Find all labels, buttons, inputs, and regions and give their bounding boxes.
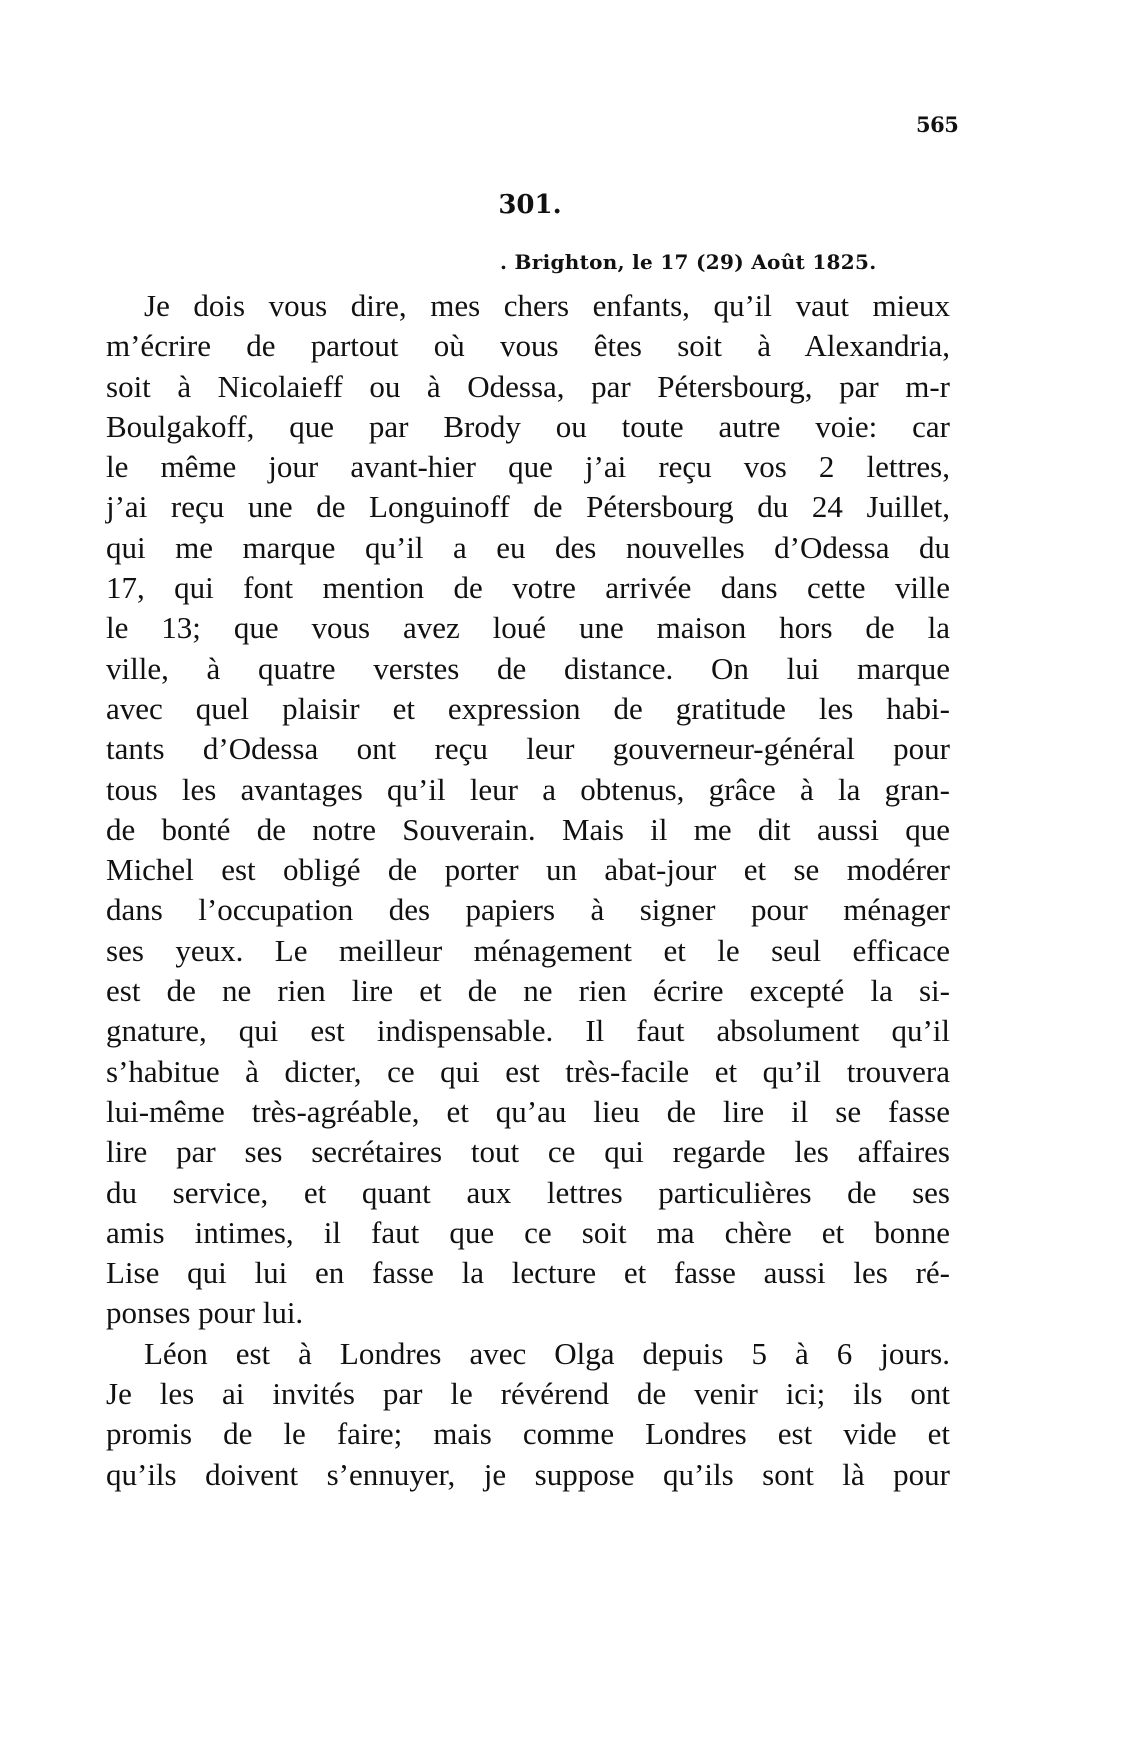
text-line: Je les ai invités par le révérend de venir ici; ils ont (106, 1376, 950, 1412)
text-line: Michel est obligé de porter un abat-jour et se modérer (106, 852, 950, 888)
text-line: lui-même très-agréable, et qu’au lieu de lire il se fasse (106, 1093, 950, 1129)
text-line: gnature, qui est indispensable. Il faut absolument qu’il (106, 1013, 950, 1049)
text-line: Boulgakoff, que par Brody ou toute autre voie: car (106, 408, 950, 444)
page-number: 565 (916, 112, 959, 137)
text-line: m’écrire de partout où vous êtes soit à Alexandria, (106, 328, 950, 364)
text-line: s’habitue à dicter, ce qui est très-facile et qu’il trouvera (106, 1053, 950, 1089)
text-line: lire par ses secrétaires tout ce qui regarde les affaires (106, 1134, 950, 1170)
text-line: soit à Nicolaieff ou à Odessa, par Pétersbourg, par m-r (106, 368, 950, 404)
text-line: le 13; que vous avez loué une maison hors de la (106, 610, 950, 646)
text-line: tants d’Odessa ont reçu leur gouverneur-général pour (106, 731, 950, 767)
text-line: ville, à quatre verstes de distance. On lui marque (106, 650, 950, 686)
text-line: qu’ils doivent s’ennuyer, je suppose qu’ils sont là pour (106, 1456, 950, 1492)
dateline: . Brighton, le 17 (29) Août 1825. (500, 250, 877, 274)
text-line: le même jour avant-hier que j’ai reçu vos 2 lettres, (106, 449, 950, 485)
text-line: dans l’occupation des papiers à signer pour ménager (106, 892, 950, 928)
text-line: ponses pour lui. (106, 1295, 304, 1331)
text-line: Léon est à Londres avec Olga depuis 5 à 6 jours. (144, 1335, 950, 1371)
text-line: est de ne rien lire et de ne rien écrire excepté la si- (106, 973, 950, 1009)
text-line: amis intimes, il faut que ce soit ma chère et bonne (106, 1214, 950, 1250)
text-line: de bonté de notre Souverain. Mais il me dit aussi que (106, 811, 950, 847)
text-line: Je dois vous dire, mes chers enfants, qu’il vaut mieux (144, 288, 950, 323)
text-line: avec quel plaisir et expression de gratitude les habi- (106, 690, 950, 726)
text-line: tous les avantages qu’il leur a obtenus, grâce à la gran- (106, 771, 950, 807)
letter-body (106, 286, 950, 1495)
text-line: Lise qui lui en fasse la lecture et fasse aussi les ré- (106, 1255, 950, 1291)
letter-number: 301. (498, 190, 562, 220)
text-line: promis de le faire; mais comme Londres est vide et (106, 1416, 950, 1452)
text-line: j’ai reçu une de Longuinoff de Pétersbourg du 24 Juillet, (106, 489, 950, 525)
text-line: 17, qui font mention de votre arrivée dans cette ville (106, 570, 950, 606)
text-line: ses yeux. Le meilleur ménagement et le seul efficace (106, 932, 950, 968)
text-line: du service, et quant aux lettres particulières de ses (106, 1174, 950, 1210)
text-line: qui me marque qu’il a eu des nouvelles d’Odessa du (106, 529, 950, 565)
